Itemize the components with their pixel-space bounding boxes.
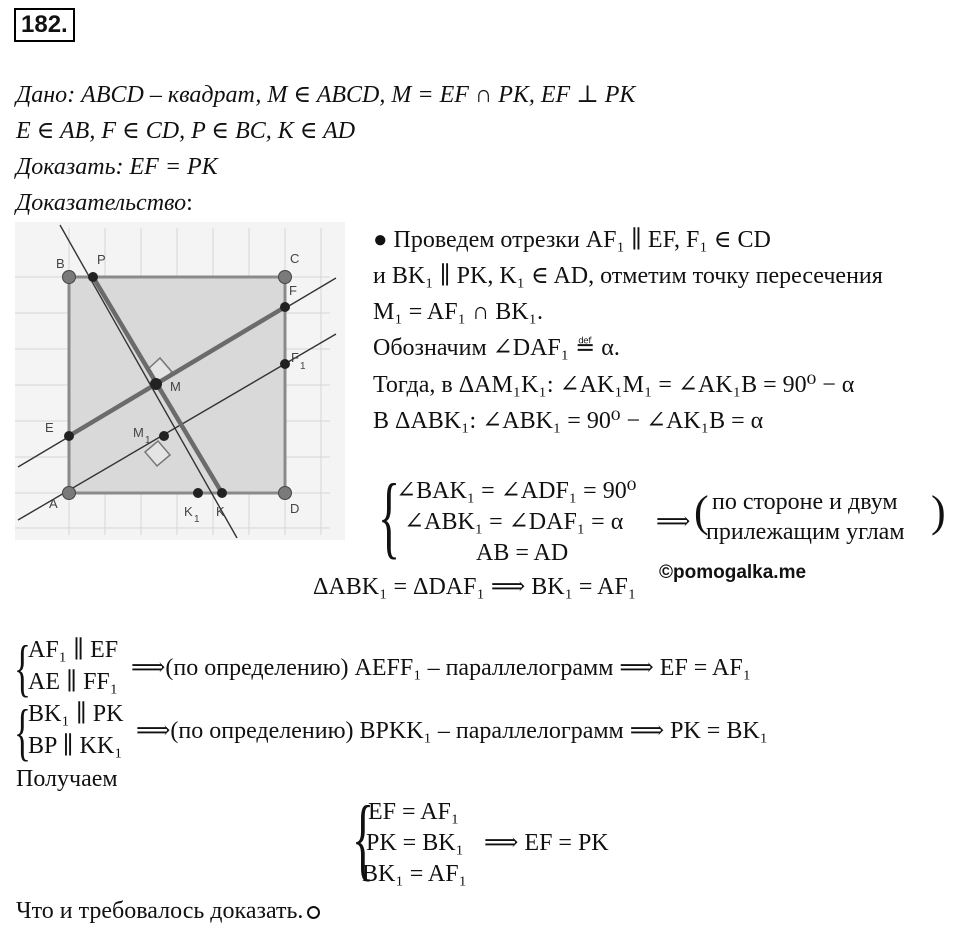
label-m: M <box>170 379 181 394</box>
system4-line-2: PK = BK₁ <box>366 830 464 856</box>
system4-result: ⟹ EF = PK <box>484 830 609 856</box>
proof-line <box>16 188 193 218</box>
proof-colon: : <box>186 190 193 216</box>
system3-line-1: BK₁ ∥ PK <box>28 701 124 727</box>
label-f1: F <box>291 350 299 365</box>
step-5: Тогда, в ΔAM₁K₁: ∠AK₁M₁ = ∠AK₁B = 90⁰ − α <box>373 372 855 398</box>
given-line-2: E ∈ AB, F ∈ CD, P ∈ BC, K ∈ AD <box>16 118 356 144</box>
conclusion-line <box>16 896 320 926</box>
given-line-1 <box>16 80 635 110</box>
prove-label: Доказать <box>16 154 116 180</box>
geometry-figure <box>15 222 345 540</box>
system1-line-3: AB = AD <box>476 540 569 566</box>
label-k1: K <box>184 504 193 519</box>
label-e: E <box>45 420 54 435</box>
proof-label: Доказательство <box>16 190 187 216</box>
label-b: B <box>56 256 65 271</box>
step-2: и BK₁ ∥ PK, K₁ ∈ AD, отметим точку пересечения <box>373 263 883 289</box>
system2-result: ⟹(по определению) AEFF₁ – параллелограмм ⟹ EF = AF₁ <box>131 655 752 681</box>
problem-number: 182. <box>14 8 75 42</box>
label-f: F <box>289 283 297 298</box>
congruence-line: ΔABK₁ = ΔDAF₁ ⟹ BK₁ = AF₁ <box>313 574 637 600</box>
system1-arrow: ⟹ <box>656 509 691 535</box>
system4-line-1: EF = AF₁ <box>368 799 460 825</box>
given-label: Дано <box>16 82 68 108</box>
step-3: M₁ = AF₁ ∩ BK₁. <box>373 299 544 325</box>
system1-reason-1: по стороне и двум <box>712 489 898 515</box>
end-of-proof-icon <box>307 906 320 919</box>
paren-right: ) <box>931 487 946 536</box>
paren-left: ( <box>694 487 709 536</box>
obtain-label: Получаем <box>16 766 118 792</box>
prove-text: : EF = PK <box>115 154 218 180</box>
label-m1-sub: 1 <box>145 435 151 446</box>
label-m1: M <box>133 425 144 440</box>
conclusion-text: Что и требовалось доказать. <box>16 898 304 924</box>
prove-line <box>16 152 218 182</box>
system3-line-2: BP ∥ KK₁ <box>28 733 123 759</box>
label-p: P <box>97 252 106 267</box>
system2-line-1: AF₁ ∥ EF <box>28 637 119 663</box>
label-k1-sub: 1 <box>194 514 200 525</box>
system1-reason-2: прилежащим углам <box>706 519 905 545</box>
label-d: D <box>290 501 300 516</box>
brace-system-4: { <box>352 787 375 889</box>
system4-line-3: BK₁ = AF₁ <box>362 861 467 887</box>
brace-system-2: { <box>14 632 31 703</box>
system2-line-2: AE ∥ FF₁ <box>28 669 119 695</box>
system3-result: ⟹(по определению) BPKK₁ – параллелограмм ⟹ PK = BK₁ <box>136 718 769 744</box>
step-6: В ΔABK₁: ∠ABK₁ = 90⁰ − ∠AK₁B = α <box>373 408 764 434</box>
step-4: Обозначим ∠DAF₁ ≝ α. <box>373 335 620 361</box>
brace-system-1: { <box>378 465 401 567</box>
step-1: ● Проведем отрезки AF₁ ∥ EF, F₁ ∈ CD <box>373 227 771 253</box>
label-k: K <box>216 504 225 519</box>
system1-line-2: ∠ABK₁ = ∠DAF₁ = α <box>404 509 624 535</box>
watermark: ©pomogalka.me <box>659 562 807 583</box>
label-f1-sub: 1 <box>300 361 306 372</box>
system1-line-1: ∠BAK₁ = ∠ADF₁ = 90⁰ <box>396 478 637 504</box>
label-c: C <box>290 251 300 266</box>
given-text: : ABCD – квадрат, M ∈ ABCD, M = EF ∩ PK, EF ⊥ PK <box>67 82 636 108</box>
label-a: A <box>49 496 58 511</box>
brace-system-3: { <box>14 696 31 767</box>
